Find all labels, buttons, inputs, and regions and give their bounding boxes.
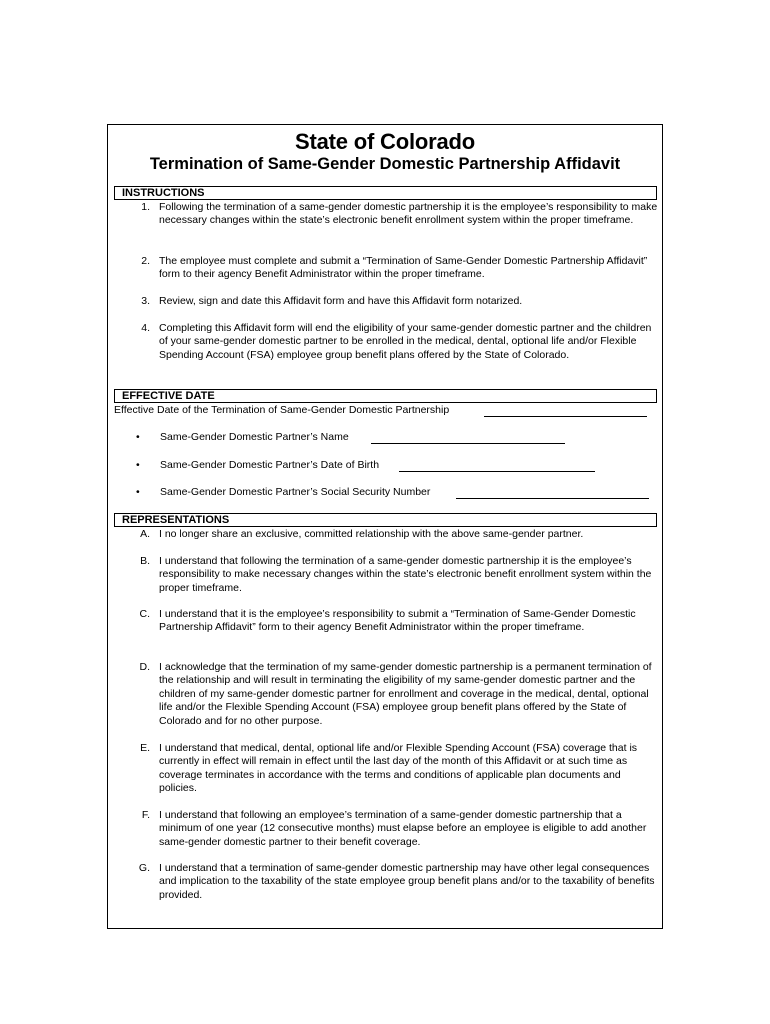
item-letter: A. (140, 528, 150, 540)
item-text: Completing this Affidavit form will end the eligibility of your same-gender domestic partner and the children of your same-gender domestic partner to be enrolled in the medical, dental, optional life and/or Flexible Spending Account (FSA) employee group benefit plans offered by the State of Colorado. (159, 322, 652, 361)
item-text: Review, sign and date this Affidavit form and have this Affidavit form notarized. (159, 295, 523, 307)
item-number: 2. (141, 255, 150, 267)
item-text: The employee must complete and submit a “Termination of Same-Gender Domestic Partnership Affidavit” form to their agency Benefit Administrator within the proper timeframe. (159, 255, 648, 281)
partner-ssn-field[interactable] (456, 498, 649, 499)
item-text: I acknowledge that the termination of my same-gender domestic partnership is a permanent termination of the relationship and will result in terminating the eligibility of my same-gender domestic partner and the children of my same-gender domestic partner for enrollment and coverage in the medical, dental, optional life and/or the Flexible Spending Account (FSA) employee group benefit plans offered by the State of Colorado and for no other purpose. (159, 661, 652, 727)
form-subtitle: Termination of Same-Gender Domestic Partnership Affidavit (149, 155, 621, 173)
item-text: I understand that it is the employee’s responsibility to submit a “Termination of Same-Gender Domestic Partnership Affidavit” form to their agency Benefit Administrator within the proper timeframe. (159, 608, 636, 634)
item-text: Following the termination of a same-gender domestic partnership it is the employee’s responsibility to make necessary changes within the state’s electronic benefit enrollment system within the proper timeframe. (159, 201, 658, 227)
item-number: 3. (141, 295, 150, 307)
partner-ssn-label: Same-Gender Domestic Partner’s Social Security Number (160, 486, 431, 498)
item-letter: E. (140, 742, 150, 754)
item-letter: F. (141, 809, 150, 821)
item-letter: D. (139, 661, 150, 673)
item-text: I understand that following an employee’s termination of a same-gender domestic partnership that a minimum of one year (12 consecutive months) must elapse before an employee is eligible to add another same-gender domestic partner to their benefit coverage. (159, 809, 647, 848)
item-number: 4. (141, 322, 150, 334)
partner-name-field[interactable] (371, 443, 565, 444)
page-title: State of Colorado (295, 129, 475, 154)
partner-name-label: Same-Gender Domestic Partner’s Name (160, 431, 349, 443)
effective-date-heading: EFFECTIVE DATE (114, 389, 657, 403)
item-text: I understand that a termination of same-gender domestic partnership may have other legal consequences and implication to the taxability of the state employee group benefit plans and/or to the taxability of benefits provided. (159, 862, 655, 901)
instructions-heading: INSTRUCTIONS (114, 186, 657, 200)
bullet-icon: • (136, 486, 140, 498)
effective-date-label: Effective Date of the Termination of Same-Gender Domestic Partnership (114, 404, 450, 416)
item-text: I no longer share an exclusive, committed relationship with the above same-gender partner. (159, 528, 584, 540)
item-text: I understand that following the termination of a same-gender domestic partnership it is the employee’s responsibility to make necessary changes within the state’s electronic benefit enrollment system within the proper timeframe. (159, 555, 652, 594)
bullet-icon: • (136, 459, 140, 471)
representations-heading: REPRESENTATIONS (114, 513, 657, 527)
item-letter: G. (138, 862, 150, 874)
partner-dob-field[interactable] (399, 471, 595, 472)
bullet-icon: • (136, 431, 140, 443)
item-letter: C. (139, 608, 150, 620)
item-letter: B. (140, 555, 150, 567)
item-number: 1. (141, 201, 150, 213)
partner-dob-label: Same-Gender Domestic Partner’s Date of Birth (160, 459, 380, 471)
affidavit-form (107, 124, 663, 929)
effective-date-field[interactable] (484, 416, 647, 417)
item-text: I understand that medical, dental, optional life and/or Flexible Spending Account (FSA) coverage that is currently in effect will remain in effect until the last day of the month of this Affidavit or at such time as coverage terminates in accordance with the terms and conditions of applicable plan documents and policies. (159, 742, 638, 795)
